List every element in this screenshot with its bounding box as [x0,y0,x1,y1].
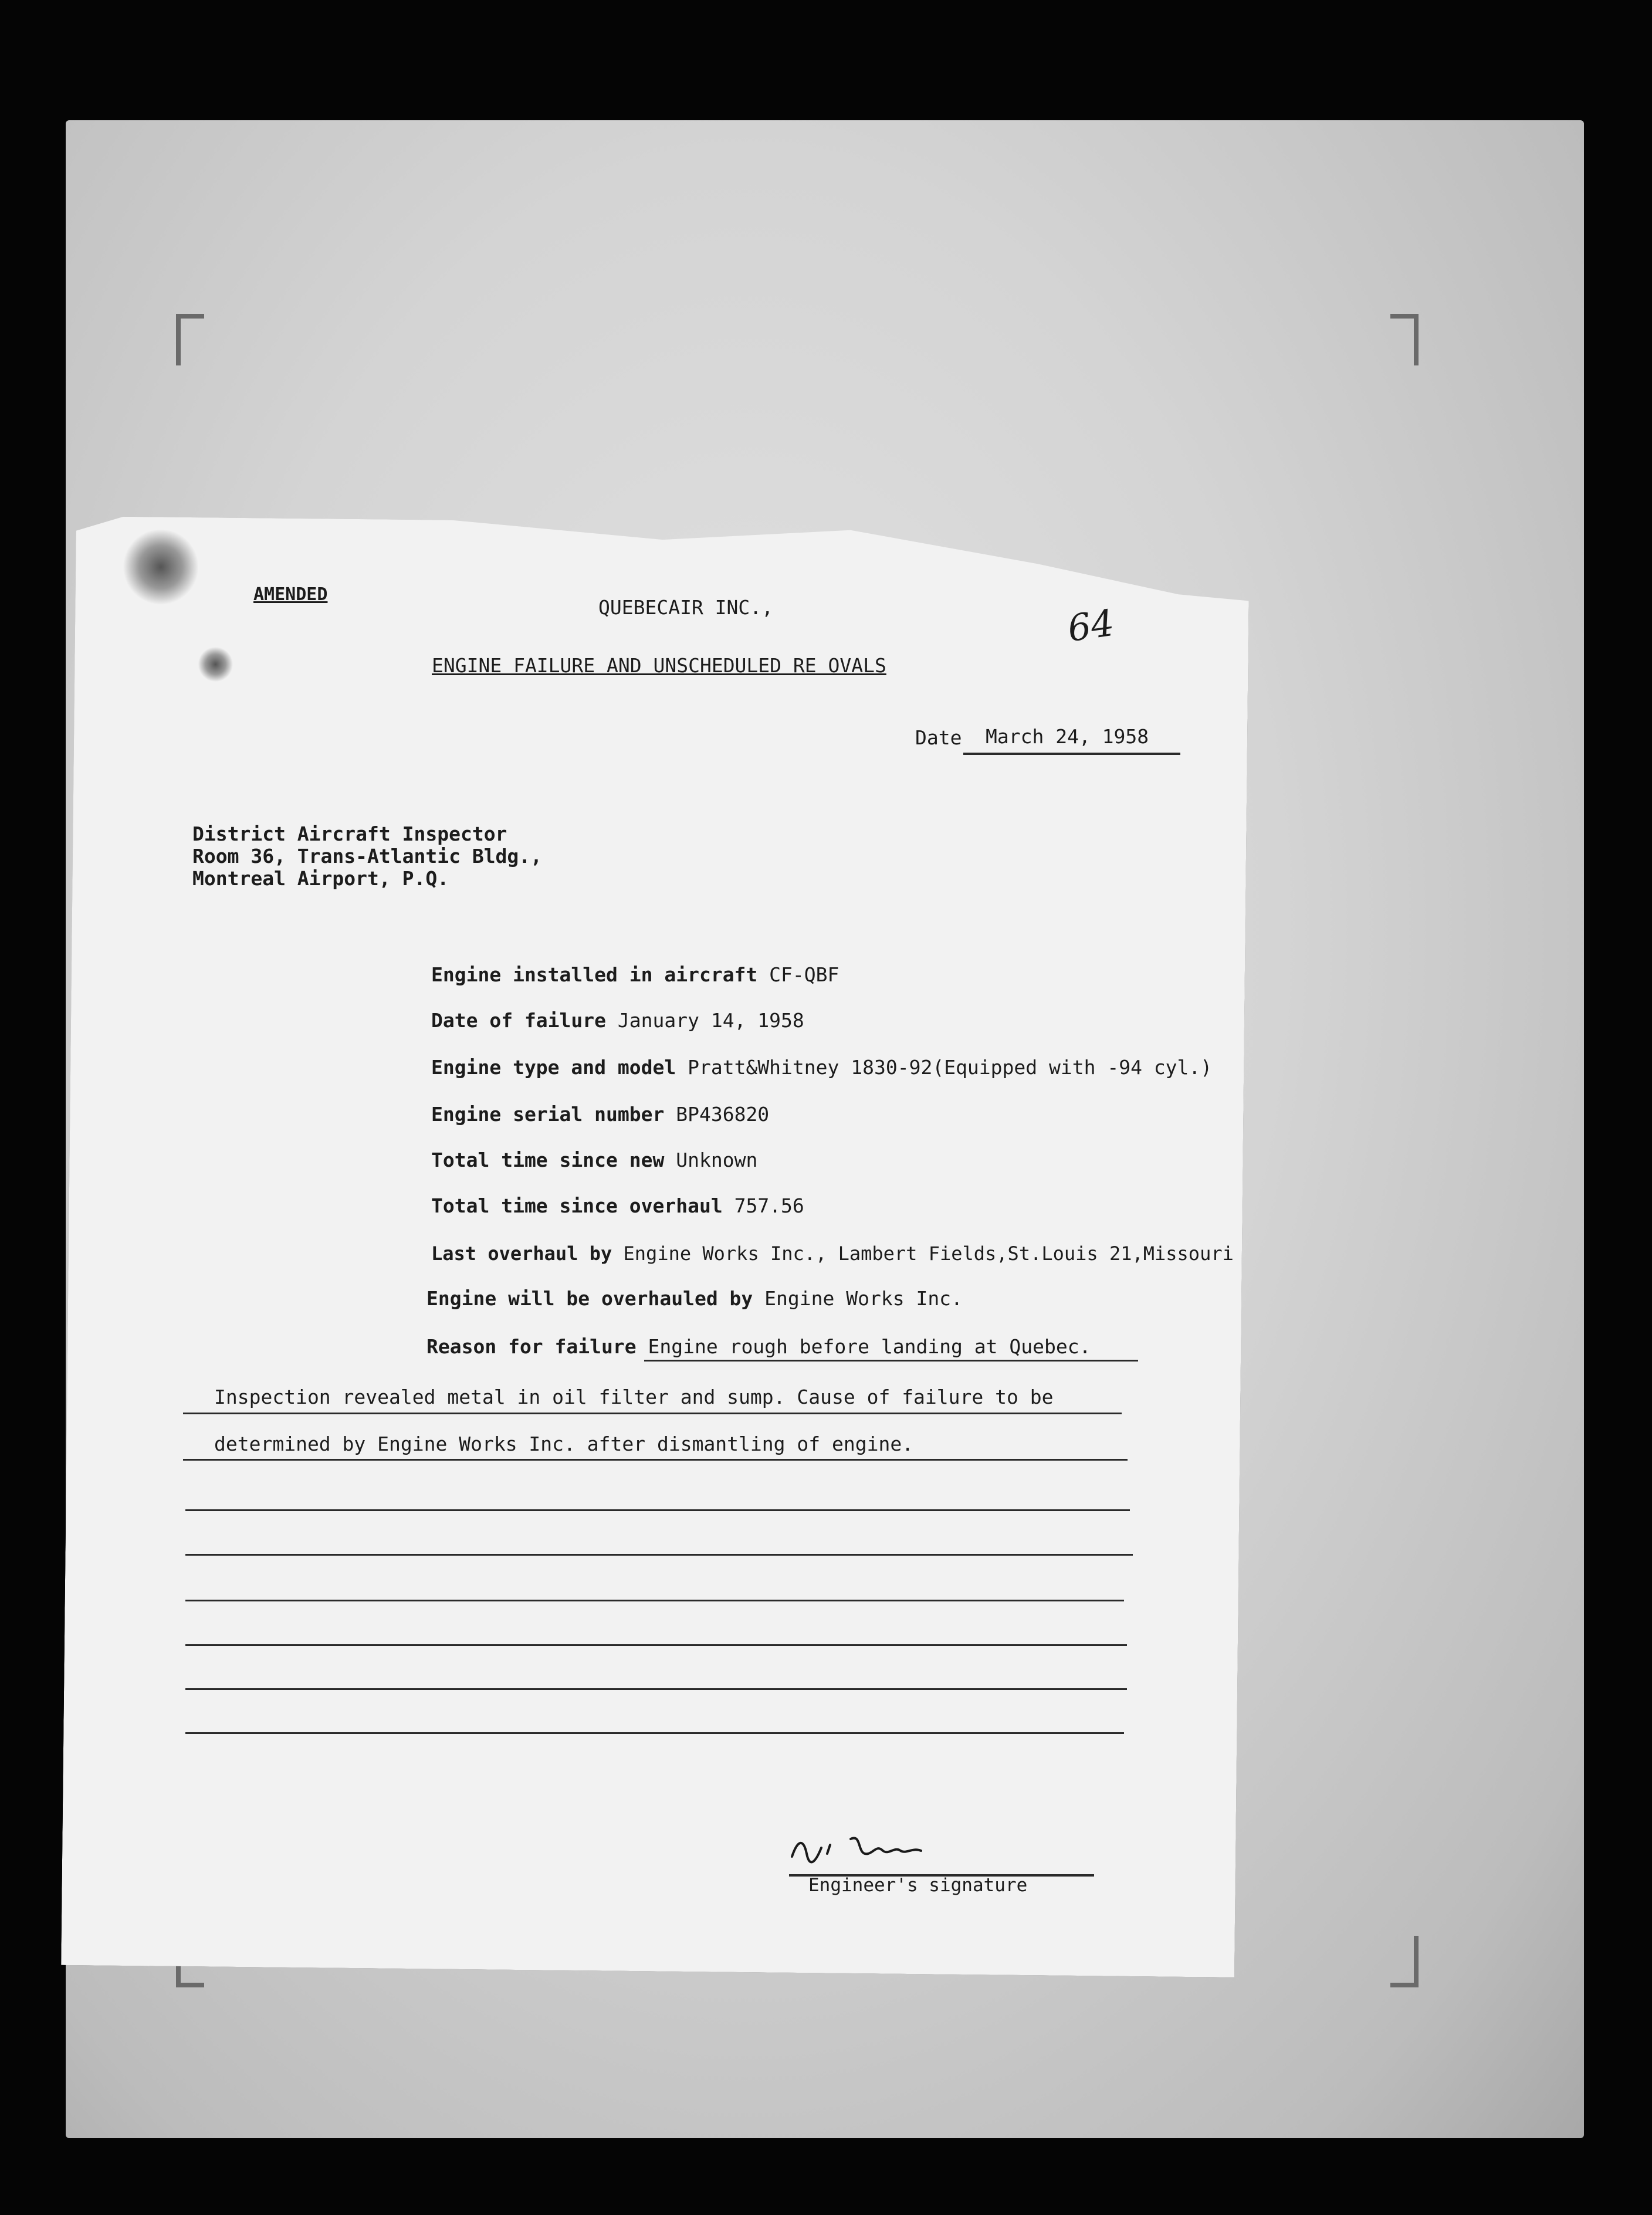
field-type-model [431,1056,1212,1079]
field-last-overhaul-value: Engine Works Inc., Lambert Fields,St.Louis 21,Missouri [623,1242,1234,1265]
date-label: Date [915,726,962,749]
field-installed-value: CF-QBF [769,963,839,986]
engineer-signature [786,1821,962,1868]
handwritten-page-number: 64 [1065,601,1117,651]
field-last-overhaul-label: Last overhaul by [431,1242,612,1265]
corner-mark [1390,1936,1419,1987]
field-reason-label: Reason for failure [426,1335,637,1358]
field-tso-value: 757.56 [734,1194,804,1217]
field-time-since-overhaul [431,1194,804,1217]
blank-rule [185,1509,1130,1511]
blank-rule [185,1644,1127,1646]
corner-mark [1390,314,1419,365]
field-last-overhaul [431,1242,1234,1265]
field-tso-label: Total time since overhaul [431,1194,723,1217]
field-type-model-label: Engine type and model [431,1056,676,1079]
field-reason [426,1335,1091,1358]
field-will-overhaul-value: Engine Works Inc. [764,1287,963,1310]
staple-mark [198,646,233,682]
blank-rule [185,1600,1124,1601]
blank-rule [185,1554,1133,1556]
field-serial-value: BP436820 [676,1103,770,1126]
remarks-line-1: Inspection revealed metal in oil filter and sump. Cause of failure to be [214,1386,1054,1408]
address-line-1: District Aircraft Inspector [192,822,507,845]
form-title: ENGINE FAILURE AND UNSCHEDULED RE OVALS [432,654,886,677]
date-rule [963,753,1180,755]
field-failure-date-label: Date of failure [431,1009,607,1032]
field-installed-label: Engine installed in aircraft [431,963,758,986]
field-will-overhaul-label: Engine will be overhauled by [426,1287,753,1310]
corner-mark [176,314,204,365]
blank-rule [185,1688,1127,1690]
company-name: QUEBECAIR INC., [598,596,774,619]
field-failure-date-value: January 14, 1958 [617,1009,804,1032]
remarks-line-2: determined by Engine Works Inc. after dismantling of engine. [214,1432,914,1455]
corner-smudge [122,529,199,605]
field-failure-date [431,1009,804,1032]
address-line-2: Room 36, Trans-Atlantic Bldg., [192,845,543,868]
field-installed [431,963,839,986]
remarks-rule [183,1413,1122,1414]
field-reason-value: Engine rough before landing at Quebec. [648,1335,1091,1358]
signature-caption: Engineer's signature [808,1875,1028,1896]
remarks-rule [183,1459,1128,1461]
field-tsn-label: Total time since new [431,1149,665,1171]
field-type-model-value: Pratt&Whitney 1830-92(Equipped with -94 cyl.) [688,1056,1213,1079]
field-will-overhaul [426,1287,963,1310]
field-serial-label: Engine serial number [431,1103,665,1126]
field-serial [431,1103,769,1126]
field-tsn-value: Unknown [676,1149,758,1171]
field-time-since-new [431,1149,757,1171]
address-line-3: Montreal Airport, P.Q. [192,867,449,890]
reason-rule [644,1360,1138,1361]
blank-rule [185,1732,1124,1734]
date-value: March 24, 1958 [986,725,1149,748]
amended-stamp: AMENDED [253,584,328,605]
